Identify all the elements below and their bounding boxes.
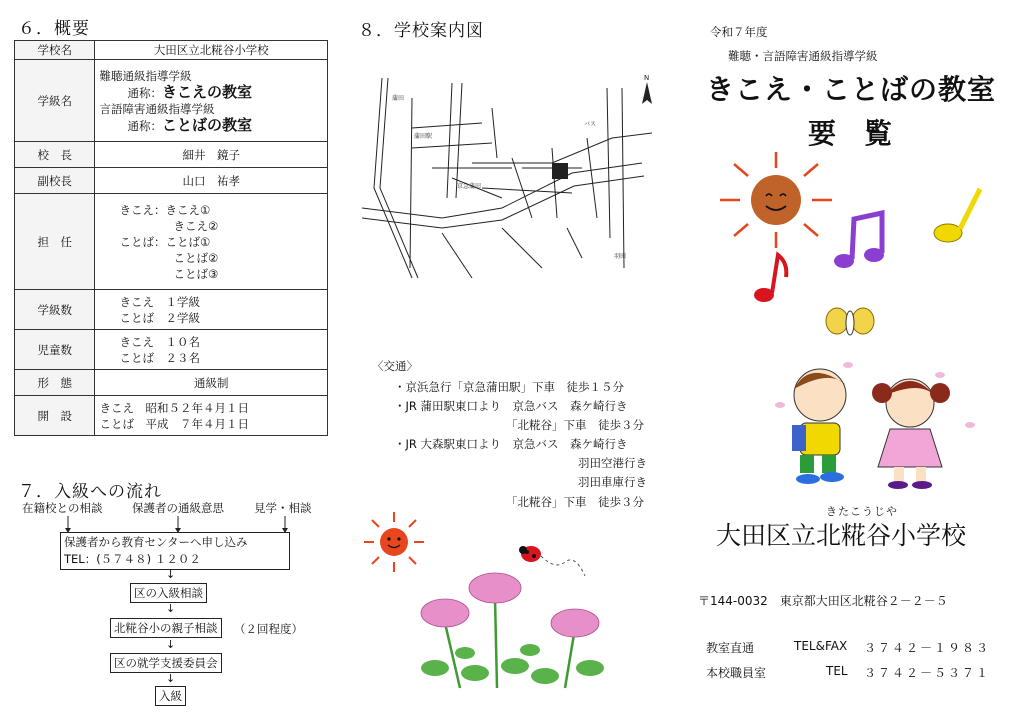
map-label-3: 京急蒲田 xyxy=(457,183,482,190)
traffic-line6: 羽田車庫行き xyxy=(578,475,647,489)
vice-value: 山口 祐孝 xyxy=(95,168,328,194)
open-value xyxy=(95,396,328,436)
overview-table xyxy=(14,40,328,436)
open-line1: きこえ 昭和５２年４月１日 xyxy=(99,400,249,415)
section8-title: ８．学校案内図 xyxy=(358,21,484,41)
direct-type: TEL&FAX xyxy=(794,639,848,653)
num-class-label: 学級数 xyxy=(15,290,95,330)
traffic-title: 〈交通〉 xyxy=(372,359,418,373)
form-value: 通級制 xyxy=(95,370,328,396)
map-label-2: 蒲田駅 xyxy=(414,133,433,140)
traffic-line1: ・京浜急行「京急蒲田駅」下車 徒歩１５分 xyxy=(394,380,624,394)
school-label: 学校名 xyxy=(15,41,95,60)
teacher-line1: きこえ：きこえ① xyxy=(119,202,211,217)
butterfly-illustration xyxy=(825,305,875,341)
girl xyxy=(872,379,950,489)
yellow-note-icon xyxy=(934,189,980,242)
num-class-line2: ことば ２学級 xyxy=(119,310,200,325)
purple-note-icon xyxy=(834,213,884,268)
flow-arrow-3: ↓ xyxy=(166,638,176,651)
flow-arrow-2: ↓ xyxy=(166,602,176,615)
teacher-value xyxy=(95,194,328,290)
num-class-line1: きこえ １学級 xyxy=(119,294,200,309)
flow-top2: 保護者の通級意思 xyxy=(132,501,224,515)
school-marker xyxy=(552,163,568,179)
small-sun-illustration xyxy=(362,510,426,574)
flow-box-parent-child: 北糀谷小の親子相談 xyxy=(110,618,222,638)
section7-title: ７．入級への流れ xyxy=(18,482,162,502)
direct-number: ３７４２－１９８３ xyxy=(864,641,991,655)
school-value: 大田区立北糀谷小学校 xyxy=(95,41,328,60)
flow-box3-note: （２回程度） xyxy=(234,622,303,636)
flow-box1-line1: 保護者から教育センターへ申し込み xyxy=(64,535,248,549)
principal-value: 細井 鏡子 xyxy=(95,142,328,168)
traffic-line4: ・JR 大森駅東口より 京急バス 森ケ崎行き xyxy=(394,437,628,451)
staff-label: 本校職員室 xyxy=(706,666,767,680)
open-label: 開 設 xyxy=(15,396,95,436)
flow-box-application xyxy=(60,532,290,570)
teacher-line3: ことば：ことば① xyxy=(119,234,211,249)
traffic-line3: 「北糀谷」下車 徒歩３分 xyxy=(506,418,644,432)
teacher-line4: ことば② xyxy=(173,250,219,265)
flow-arrow-1: ↓ xyxy=(166,568,176,581)
staff-number: ３７４２－５３７１ xyxy=(864,666,991,680)
section6-title: ６．概要 xyxy=(18,19,90,39)
school-map xyxy=(352,68,672,288)
principal-label: 校 長 xyxy=(15,142,95,168)
music-notes-illustration xyxy=(748,185,998,310)
traffic-line5: 羽田空港行き xyxy=(578,456,647,470)
vice-label: 副校長 xyxy=(15,168,95,194)
direct-label: 教室直通 xyxy=(706,641,755,655)
class-line1: 難聴通級指導学級 xyxy=(99,68,192,83)
flow-top1: 在籍校との相談 xyxy=(22,501,103,515)
map-label-1: 蒲田 xyxy=(392,95,405,102)
form-label: 形 態 xyxy=(15,370,95,396)
num-child-line2: ことば ２３名 xyxy=(119,350,200,365)
cover-title2: 要 覧 xyxy=(808,117,893,150)
class-label: 学級名 xyxy=(15,60,95,142)
flowers-illustration xyxy=(405,568,625,693)
teacher-line2: きこえ② xyxy=(173,218,219,233)
flow-box-committee: 区の就学支援委員会 xyxy=(110,653,222,673)
num-class-value xyxy=(95,290,328,330)
map-label-4: バス xyxy=(584,121,597,128)
nickname-label-2: 通称： xyxy=(127,118,162,133)
class-line3: 言語障害通級指導学級 xyxy=(99,101,215,116)
staff-type: TEL xyxy=(826,664,848,678)
flow-box-ward-consult: 区の入級相談 xyxy=(130,583,207,603)
children-illustration xyxy=(770,345,985,500)
teacher-line5: ことば③ xyxy=(173,266,219,281)
map-label-5: 羽田 xyxy=(614,253,627,260)
class-value xyxy=(95,60,328,142)
traffic-line2: ・JR 蒲田駅東口より 京急バス 森ケ崎行き xyxy=(394,399,628,413)
nickname-label-1: 通称： xyxy=(127,85,162,100)
kikoe-name: きこえの教室 xyxy=(161,82,252,101)
flow-arrow-4: ↓ xyxy=(166,672,176,685)
open-line2: ことば 平成 ７年４月１日 xyxy=(99,416,249,431)
flow-box1-line2: TEL：(５７４８) １２０２ xyxy=(64,552,201,566)
cover-address: 〒144-0032 東京都大田区北糀谷２－２－５ xyxy=(698,594,948,608)
north-arrow-icon xyxy=(642,74,652,104)
flow-box-enroll: 入級 xyxy=(155,686,186,706)
flow-top3: 見学・相談 xyxy=(254,501,312,515)
num-child-label: 児童数 xyxy=(15,330,95,370)
cover-title: きこえ・ことばの教室 xyxy=(706,73,997,106)
red-note-icon xyxy=(754,255,786,302)
num-child-line1: きこえ １０名 xyxy=(119,334,200,349)
teacher-label: 担 任 xyxy=(15,194,95,290)
boy xyxy=(792,369,846,484)
cover-subtitle: 難聴・言語障害通級指導学級 xyxy=(728,49,878,63)
cover-school-name: 大田区立北糀谷小学校 xyxy=(716,521,967,550)
school-ruby: きたこうじや xyxy=(826,505,898,518)
traffic-line7: 「北糀谷」下車 徒歩３分 xyxy=(506,495,644,509)
num-child-value xyxy=(95,330,328,370)
svg-text:N: N xyxy=(644,74,650,82)
kotoba-name: ことばの教室 xyxy=(161,115,252,134)
cover-year: 令和７年度 xyxy=(710,25,768,39)
